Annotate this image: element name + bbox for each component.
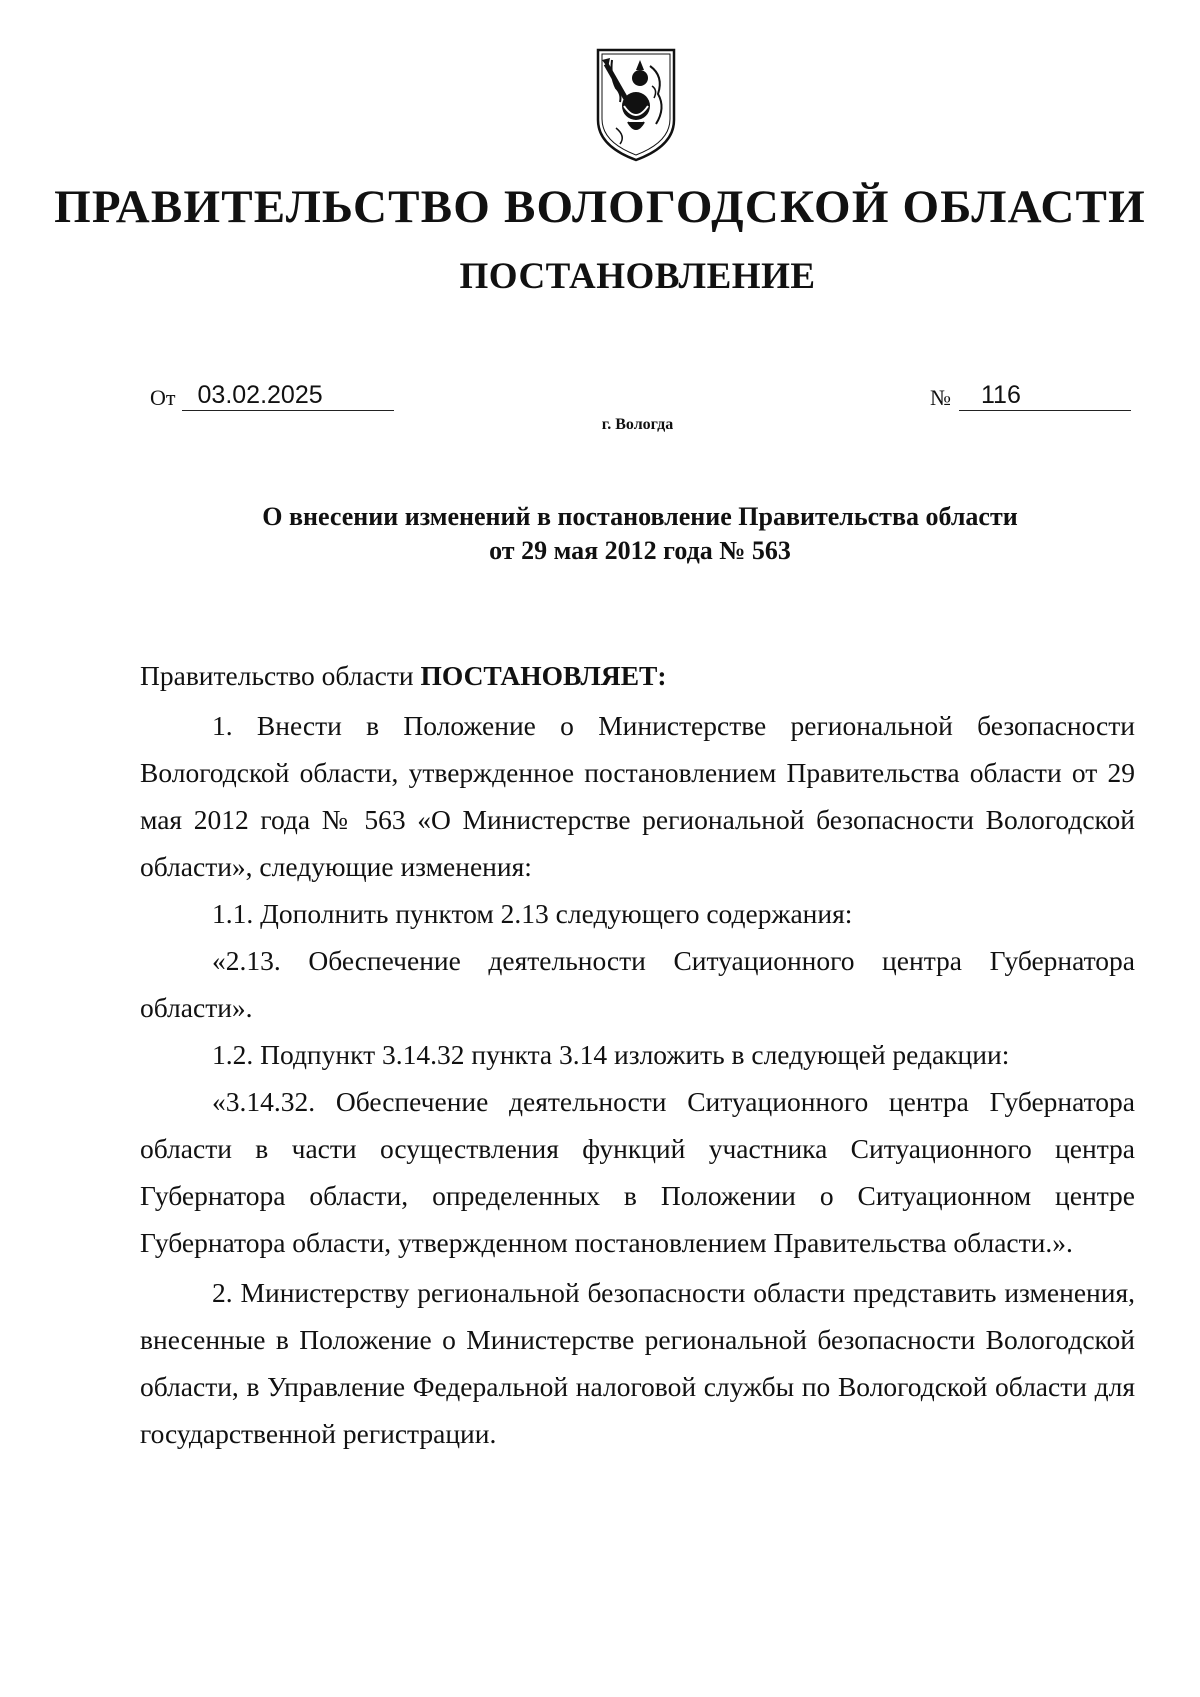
paragraph-1-1-text: «2.13. Обеспечение деятельности Ситуационного центра Губернатора области». [140,945,1135,1023]
subject-line-2: от 29 мая 2012 года № 563 [489,536,791,565]
paragraph-1-2: 1.2. Подпункт 3.14.32 пункта 3.14 изложить в следующей редакции: [212,1039,1010,1070]
paragraph-1: 1. Внести в Положение о Министерстве региональной безопасности Вологодской области, утвержденное постановлением Правительства области от 29 мая 2012 года № 563 «О Министерстве региональной безопасности Вологодской области», следующие изменения: [140,710,1135,882]
document-type: ПОСТАНОВЛЕНИЕ [459,256,816,297]
city: г. Вологда [601,416,674,433]
paragraph-1-1: 1.1. Дополнить пунктом 2.13 следующего содержания: [212,898,853,929]
preamble-text: Правительство области [140,660,421,691]
preamble [140,652,1135,699]
date-field [150,380,394,411]
number-label: № [930,385,951,410]
paragraph-1-2-text: «3.14.32. Обеспечение деятельности Ситуационного центра Губернатора области в части осуществления функций участника Ситуационного центра Губернатора области, определенных в Положении о Ситуационном центре Губернатора области, утвержденном постановлением Правительства области.». [140,1086,1135,1258]
date-value: 03.02.2025 [182,380,394,411]
number-value: 116 [959,380,1131,411]
subject-line-1: О внесении изменений в постановление Правительства области [262,502,1018,531]
document-subject [140,500,1140,568]
preamble-decree: ПОСТАНОВЛЯЕТ: [420,660,667,691]
paragraph-2: 2. Министерству региональной безопасности области представить изменения, внесенные в Положение о Министерстве региональной безопасности Вологодской области, в Управление Федеральной налоговой службы по Вологодской области для государственной регистрации. [140,1277,1135,1449]
coat-of-arms-icon [592,46,680,164]
document-body [140,652,1135,1457]
date-label: От [150,385,176,410]
number-field [930,380,1131,411]
organization-title: ПРАВИТЕЛЬСТВО ВОЛОГОДСКОЙ ОБЛАСТИ [54,181,1146,233]
